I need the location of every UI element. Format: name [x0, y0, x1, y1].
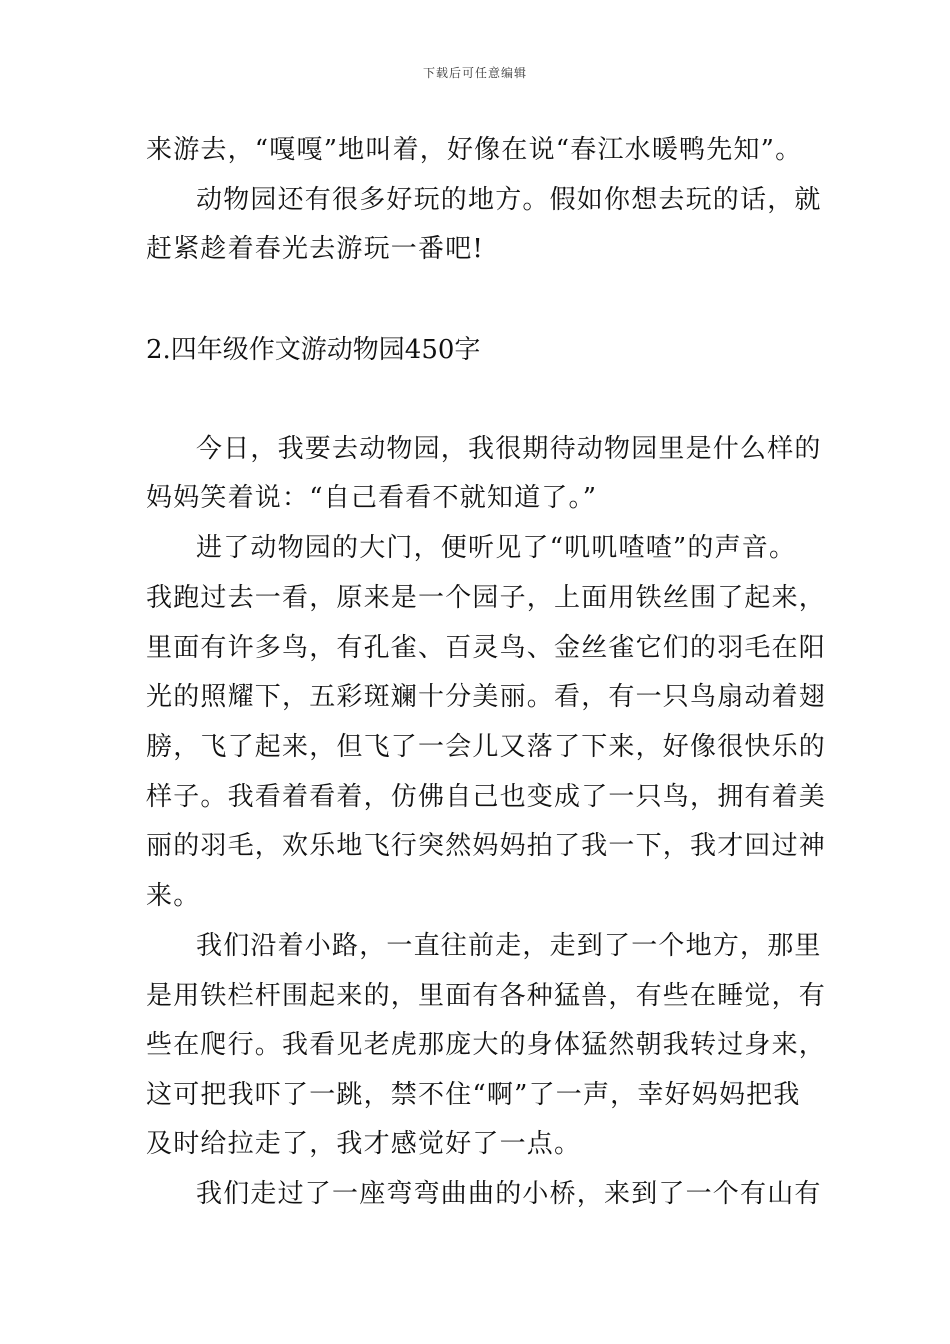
text-line: 光的照耀下，五彩斑斓十分美丽。看，有一只鸟扇动着翅 [146, 682, 827, 712]
text-line: 些在爬行。我看见老虎那庞大的身体猛然朝我转过身来， [146, 1030, 827, 1060]
section-heading: 2.四年级作文游动物园450字 [146, 335, 481, 365]
text-line: 里面有许多鸟，有孔雀、百灵鸟、金丝雀它们的羽毛在阳 [146, 633, 827, 663]
page-header: 下载后可任意编辑 [422, 66, 527, 80]
text-line: 样子。我看着看着，仿佛自己也变成了一只鸟，拥有着美 [146, 782, 827, 812]
text-line: 我们走过了一座弯弯曲曲的小桥，来到了一个有山有 [196, 1179, 822, 1209]
text-line: 赶紧趁着春光去游玩一番吧! [146, 234, 485, 264]
text-line: 及时给拉走了，我才感觉好了一点。 [146, 1129, 582, 1159]
text-line: 我们沿着小路，一直往前走，走到了一个地方，那里 [196, 931, 822, 961]
text-line: 膀，飞了起来，但飞了一会儿又落了下来，好像很快乐的 [146, 732, 827, 762]
text-line: 我跑过去一看，原来是一个园子，上面用铁丝围了起来， [146, 583, 827, 613]
text-line: 这可把我吓了一跳，禁不住“啊”了一声，幸好妈妈把我 [146, 1080, 801, 1110]
text-line: 丽的羽毛，欢乐地飞行突然妈妈拍了我一下，我才回过神 [146, 831, 827, 861]
text-line: 是用铁栏杆围起来的，里面有各种猛兽，有些在睡觉，有 [146, 981, 827, 1011]
text-line: 来游去，“嘎嘎”地叫着，好像在说“春江水暖鸭先知”。 [146, 135, 803, 165]
text-line: 今日，我要去动物园，我很期待动物园里是什么样的 [196, 434, 822, 464]
text-line: 来。 [146, 881, 201, 911]
text-line: 妈妈笑着说：“自己看看不就知道了。” [146, 483, 598, 513]
text-line: 进了动物园的大门，便听见了“叽叽喳喳”的声音。 [196, 533, 797, 563]
text-line: 动物园还有很多好玩的地方。假如你想去玩的话，就 [196, 185, 822, 215]
